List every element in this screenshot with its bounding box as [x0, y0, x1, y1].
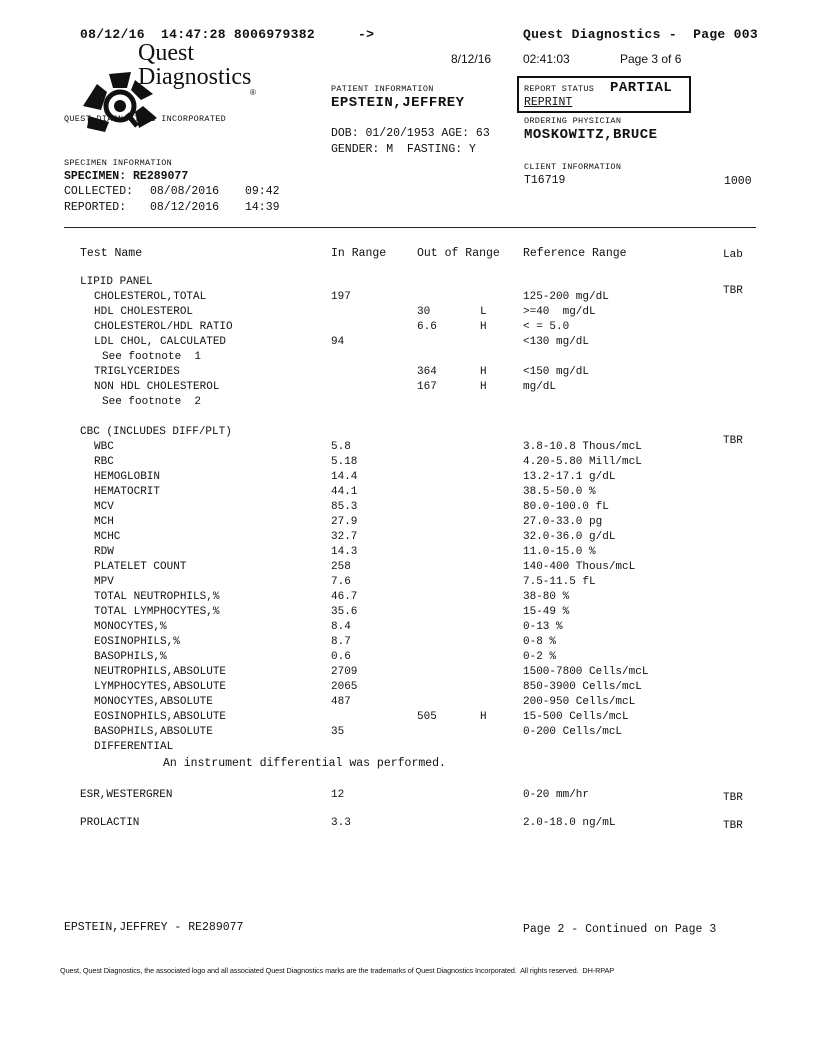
out-of-range-value: 30: [417, 306, 431, 318]
reference-range: 27.0-33.0 pg: [523, 516, 603, 528]
table-row: [0, 741, 815, 756]
test-name: LIPID PANEL: [80, 276, 153, 288]
header-divider: [64, 227, 756, 228]
print-time: 02:41:03: [523, 52, 570, 66]
abnormal-flag: L: [480, 306, 487, 318]
in-range-value: 46.7: [331, 591, 358, 603]
table-row: [0, 285, 815, 306]
in-range-value: 44.1: [331, 486, 358, 498]
col-in-range: In Range: [331, 247, 387, 260]
test-name: MONOCYTES,%: [94, 621, 167, 633]
patient-name: EPSTEIN,JEFFREY: [331, 95, 465, 111]
test-name: PROLACTIN: [80, 817, 140, 829]
in-range-value: 85.3: [331, 501, 358, 513]
lab-code: TBR: [723, 285, 743, 297]
table-row: [0, 591, 815, 606]
out-of-range-value: 364: [417, 366, 437, 378]
in-range-value: 12: [331, 789, 345, 801]
in-range-value: 35: [331, 726, 345, 738]
reference-range: 3.8-10.8 Thous/mcL: [523, 441, 642, 453]
col-out-of-range: Out of Range: [417, 247, 500, 260]
reference-range: < = 5.0: [523, 321, 570, 333]
col-lab: Lab: [723, 249, 743, 261]
abnormal-flag: H: [480, 381, 487, 393]
table-row: [0, 411, 815, 426]
lab-code: TBR: [723, 820, 743, 832]
table-row: [0, 456, 815, 471]
out-of-range-value: 167: [417, 381, 437, 393]
specimen-id: SPECIMEN: RE289077: [64, 170, 189, 183]
specimen-info-label: SPECIMEN INFORMATION: [64, 158, 173, 168]
differential-note: An instrument differential was performed.: [163, 757, 446, 770]
out-of-range-value: 6.6: [417, 321, 437, 333]
test-name: HEMOGLOBIN: [94, 471, 161, 483]
test-name: MCH: [94, 516, 114, 528]
table-row: [0, 471, 815, 486]
table-row: [0, 366, 815, 381]
in-range-value: 35.6: [331, 606, 358, 618]
reference-range: 0-200 Cells/mcL: [523, 726, 623, 738]
footer-legal: Quest, Quest Diagnostics, the associated logo and all associated Quest Diagnostics marks are the trademarks of Quest Diagnostics Incorporated. All rights reserved. DH-RPAP: [60, 966, 615, 975]
table-row-prolactin: [0, 817, 815, 832]
table-row: [0, 381, 815, 396]
table-row: [0, 576, 815, 591]
ordering-physician-label: ORDERING PHYSICIAN: [524, 116, 622, 126]
reference-range: 0-13 %: [523, 621, 563, 633]
test-name: RBC: [94, 456, 114, 468]
test-name: WBC: [94, 441, 114, 453]
report-status-value: PARTIAL: [610, 80, 673, 96]
reference-range: 2.0-18.0 ng/mL: [523, 817, 616, 829]
lab-code: TBR: [723, 435, 743, 447]
reference-range: 1500-7800 Cells/mcL: [523, 666, 649, 678]
report-status-label: REPORT STATUS: [524, 84, 595, 94]
reported-date: 08/12/2016: [150, 201, 220, 214]
table-row: [0, 681, 815, 696]
reference-range: 0-20 mm/hr: [523, 789, 590, 801]
table-row: [0, 486, 815, 501]
reference-range: >=40 mg/dL: [523, 306, 596, 318]
table-row: [0, 435, 815, 456]
in-range-value: 487: [331, 696, 351, 708]
reference-range: 4.20-5.80 Mill/mcL: [523, 456, 642, 468]
client-id: T16719: [524, 174, 566, 187]
in-range-value: 197: [331, 291, 351, 303]
test-name: MONOCYTES,ABSOLUTE: [94, 696, 213, 708]
reference-range: 7.5-11.5 fL: [523, 576, 596, 588]
in-range-value: 94: [331, 336, 345, 348]
table-row: [0, 531, 815, 546]
table-row: [0, 621, 815, 636]
in-range-value: 8.4: [331, 621, 351, 633]
reference-range: 0-2 %: [523, 651, 557, 663]
reference-range: mg/dL: [523, 381, 557, 393]
test-name: ESR,WESTERGREN: [80, 789, 173, 801]
test-name: PLATELET COUNT: [94, 561, 187, 573]
table-row: [0, 606, 815, 621]
reference-range: 200-950 Cells/mcL: [523, 696, 636, 708]
test-name: MCV: [94, 501, 114, 513]
print-page: Page 3 of 6: [620, 52, 682, 66]
patient-dob-age: DOB: 01/20/1953 AGE: 63: [331, 127, 490, 140]
table-row: [0, 666, 815, 681]
test-name: EOSINOPHILS,ABSOLUTE: [94, 711, 227, 723]
table-row: [0, 636, 815, 651]
reference-range: 850-3900 Cells/mcL: [523, 681, 642, 693]
in-range-value: 5.18: [331, 456, 358, 468]
lab-code: TBR: [723, 792, 743, 804]
table-group-row: [0, 276, 815, 291]
test-name: RDW: [94, 546, 114, 558]
fax-header-right: Quest Diagnostics - Page 003: [523, 27, 758, 42]
test-name: TRIGLYCERIDES: [94, 366, 180, 378]
logo-text-quest: Quest: [138, 40, 194, 66]
fax-header-arrow: ->: [358, 27, 375, 42]
in-range-value: 2709: [331, 666, 358, 678]
table-row: [0, 561, 815, 576]
in-range-value: 14.4: [331, 471, 358, 483]
test-name: NEUTROPHILS,ABSOLUTE: [94, 666, 227, 678]
test-name: HEMATOCRIT: [94, 486, 161, 498]
test-name: EOSINOPHILS,%: [94, 636, 180, 648]
reference-range: 0-8 %: [523, 636, 557, 648]
table-row: [0, 696, 815, 711]
reference-range: 15-500 Cells/mcL: [523, 711, 629, 723]
test-name: BASOPHILS,%: [94, 651, 167, 663]
test-name: LDL CHOL, CALCULATED: [94, 336, 227, 348]
test-name: DIFFERENTIAL: [94, 741, 174, 753]
test-name: See footnote 2: [102, 396, 202, 408]
reference-range: 38.5-50.0 %: [523, 486, 596, 498]
test-name: MPV: [94, 576, 114, 588]
fax-header-left: 08/12/16 14:47:28 8006979382: [80, 27, 315, 42]
reference-range: 38-80 %: [523, 591, 570, 603]
test-name: LYMPHOCYTES,ABSOLUTE: [94, 681, 227, 693]
footnote-row: [0, 396, 815, 411]
table-row: [0, 546, 815, 561]
reference-range: <150 mg/dL: [523, 366, 590, 378]
patient-info-label: PATIENT INFORMATION: [331, 84, 434, 94]
print-date: 8/12/16: [451, 52, 492, 66]
test-name: See footnote 1: [102, 351, 202, 363]
footer-page-note: Page 2 - Continued on Page 3: [523, 923, 717, 936]
test-name: HDL CHOLESTEROL: [94, 306, 194, 318]
in-range-value: 27.9: [331, 516, 358, 528]
in-range-value: 3.3: [331, 817, 351, 829]
logo-registered-mark: ®: [250, 88, 256, 97]
table-row: [0, 711, 815, 726]
quest-logo-icon: [60, 48, 142, 118]
in-range-value: 258: [331, 561, 351, 573]
reference-range: 32.0-36.0 g/dL: [523, 531, 616, 543]
table-row: [0, 726, 815, 741]
in-range-value: 14.3: [331, 546, 358, 558]
test-name: TOTAL NEUTROPHILS,%: [94, 591, 220, 603]
reported-label: REPORTED:: [64, 201, 127, 214]
reference-range: 140-400 Thous/mcL: [523, 561, 636, 573]
in-range-value: 7.6: [331, 576, 351, 588]
in-range-value: 5.8: [331, 441, 351, 453]
client-code: 1000: [724, 175, 752, 188]
table-row: [0, 306, 815, 321]
test-name: BASOPHILS,ABSOLUTE: [94, 726, 213, 738]
footnote-row: [0, 351, 815, 366]
collected-label: COLLECTED:: [64, 185, 134, 198]
abnormal-flag: H: [480, 711, 487, 723]
reference-range: 13.2-17.1 g/dL: [523, 471, 616, 483]
test-name: MCHC: [94, 531, 121, 543]
collected-time: 09:42: [245, 185, 280, 198]
abnormal-flag: H: [480, 321, 487, 333]
logo-text-diagnostics: Diagnostics: [138, 64, 252, 90]
table-row: [0, 501, 815, 516]
reference-range: <130 mg/dL: [523, 336, 590, 348]
col-reference-range: Reference Range: [523, 247, 627, 260]
footer-patient-specimen: EPSTEIN,JEFFREY - RE289077: [64, 921, 244, 934]
client-info-label: CLIENT INFORMATION: [524, 162, 622, 172]
abnormal-flag: H: [480, 366, 487, 378]
collected-date: 08/08/2016: [150, 185, 220, 198]
company-name: QUEST DIAGNOSTICS INCORPORATED: [64, 114, 227, 124]
table-row: [0, 336, 815, 351]
in-range-value: 8.7: [331, 636, 351, 648]
reported-time: 14:39: [245, 201, 280, 214]
table-group-row: [0, 426, 815, 441]
test-name: CHOLESTEROL/HDL RATIO: [94, 321, 233, 333]
in-range-value: 0.6: [331, 651, 351, 663]
table-row: [0, 516, 815, 531]
table-row: [0, 651, 815, 666]
test-name: CBC (INCLUDES DIFF/PLT): [80, 426, 232, 438]
col-test-name: Test Name: [80, 247, 143, 260]
in-range-value: 32.7: [331, 531, 358, 543]
test-name: TOTAL LYMPHOCYTES,%: [94, 606, 220, 618]
reprint-label: REPRINT: [524, 96, 573, 109]
patient-gender-fasting: GENDER: M FASTING: Y: [331, 143, 476, 156]
ordering-physician-name: MOSKOWITZ,BRUCE: [524, 127, 658, 143]
reference-range: 80.0-100.0 fL: [523, 501, 609, 513]
reference-range: 15-49 %: [523, 606, 570, 618]
table-row-esr: [0, 789, 815, 804]
out-of-range-value: 505: [417, 711, 437, 723]
table-row: [0, 321, 815, 336]
reference-range: 11.0-15.0 %: [523, 546, 596, 558]
reference-range: 125-200 mg/dL: [523, 291, 609, 303]
in-range-value: 2065: [331, 681, 358, 693]
test-name: CHOLESTEROL,TOTAL: [94, 291, 207, 303]
test-name: NON HDL CHOLESTEROL: [94, 381, 220, 393]
